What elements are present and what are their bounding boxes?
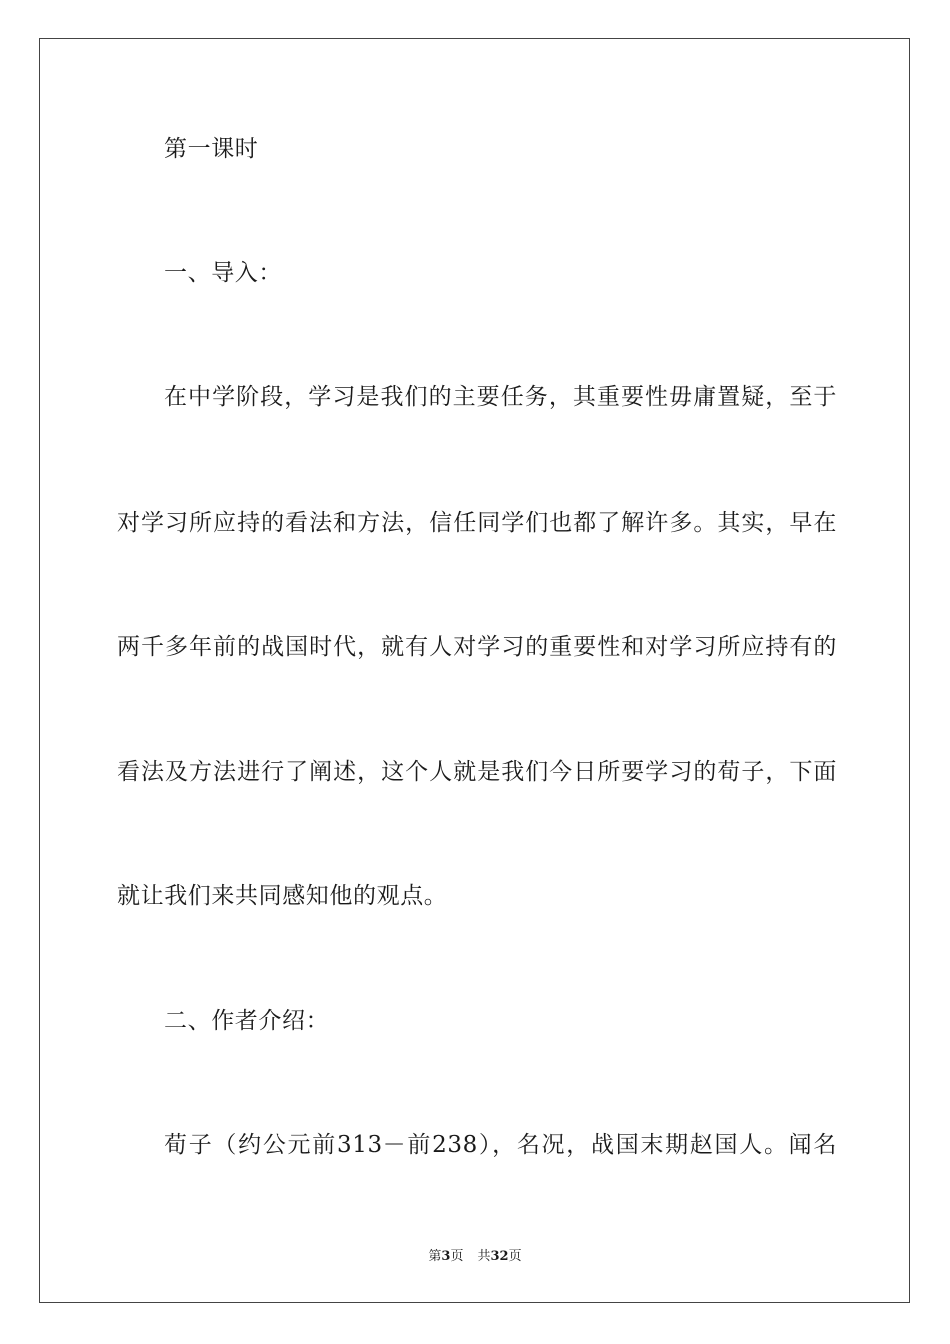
- total-suffix: 页: [508, 1249, 522, 1264]
- paragraph-line: 两千多年前的战国时代，就有人对学习的重要性和对学习所应持有的: [117, 634, 837, 660]
- paragraph-line: 荀子（约公元前313－前238），名况，战国末期赵国人。闻名: [164, 1132, 837, 1158]
- total-prefix: 共: [477, 1249, 491, 1264]
- page-suffix: 页: [450, 1249, 464, 1264]
- page-number: 3: [441, 1249, 451, 1264]
- paragraph-line: 对学习所应持的看法和方法，信任同学们也都了解许多。其实，早在: [117, 510, 837, 536]
- paragraph-line: 就让我们来共同感知他的观点。: [117, 883, 448, 909]
- paragraph-line: 在中学阶段，学习是我们的主要任务，其重要性毋庸置疑，至于: [164, 384, 837, 410]
- paragraph-line: 看法及方法进行了阐述，这个人就是我们今日所要学习的荀子，下面: [117, 759, 837, 785]
- section-heading-author: 二、作者介绍：: [164, 1008, 330, 1034]
- section-heading-intro: 一、导入：: [164, 260, 282, 286]
- page-border: [39, 38, 910, 1303]
- total-pages: 32: [490, 1249, 509, 1264]
- lesson-heading: 第一课时: [164, 136, 259, 162]
- page-footer: [0, 1248, 950, 1266]
- page-prefix: 第: [428, 1249, 442, 1264]
